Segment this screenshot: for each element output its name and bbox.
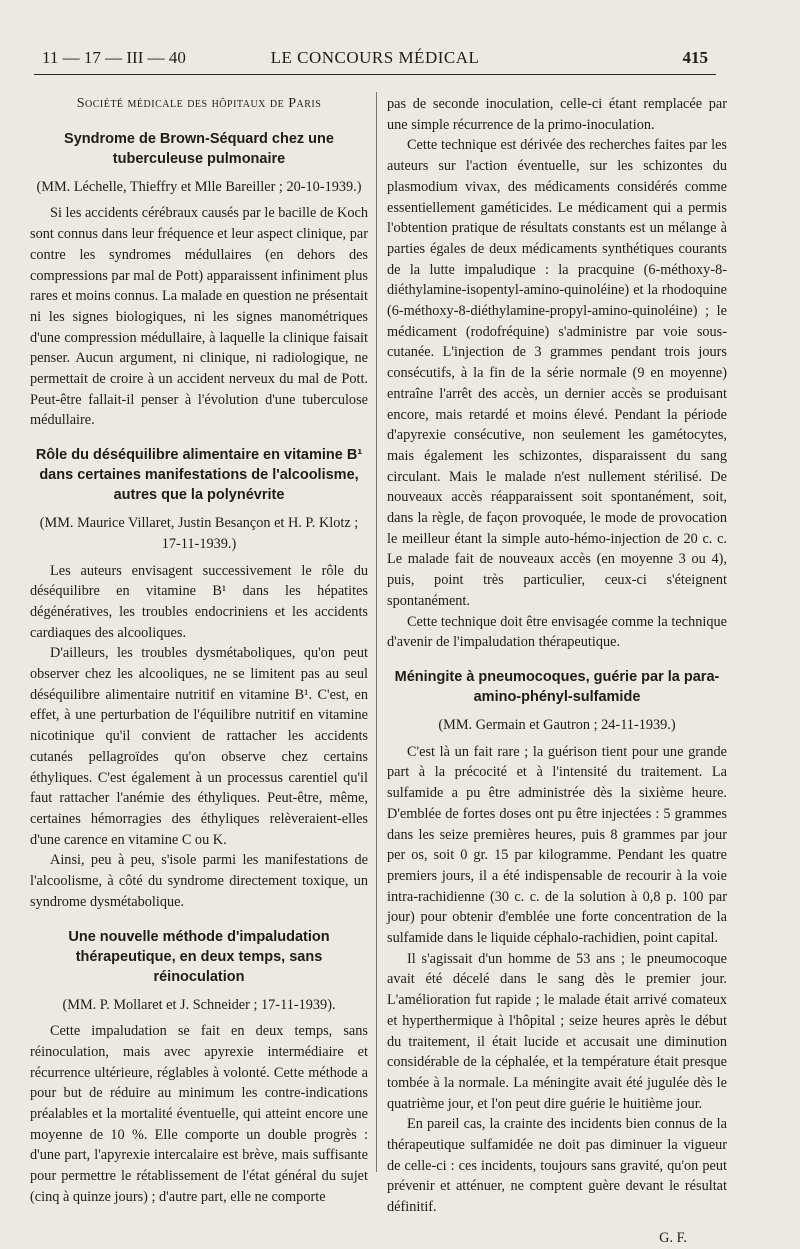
left-column [30,94,368,1208]
paragraph: Cette technique est dérivée des recherches faites par les auteurs sur l'action éventuelle, sur les schizontes du plasmodium vivax, des médicaments considérés comme essentiellement gaméticides. Le médicament qui a permis l'obtention pratique de résultats constants est un mélange à parties égales de deux médicaments synthétiques courants de la lutte impaludique : la pracquine (6-méthoxy-8-diéthylamine-isopentyl-amino-quinoléine) et la rhodoquine (6-méthoxy-8-diéthylamine-propyl-amino-quinoléine) ; le médicament (rodofréquine) s'administre par voie sous-cutanée. L'injection de 3 grammes pendant trois jours consécutifs, à la fin de la série normale (9 en moyenne) entraîne l'arrêt des accès, un dernier accès se produisant encore, mais retardé et moins élevé. Pendant la période d'apyrexie consécutive, non seulement les gamétocytes, mais également les schizontes, disparaissent du sang circulant. Mais le malade n'est nullement stérilisé. De nouveaux accès réapparaissent soit spontanément, soit, dans la règle, de façon provoquée, le mode de provocation le meilleur étant la simple auto-hémo-injection de 20 c. c. Le malade fait de nouveaux accès (en moyenne 3 ou 4), puis, point très particulier, ceux-ci s'éteignent spontanément. [387,137,727,609]
paragraph: D'ailleurs, les troubles dysmétaboliques, qu'on peut observer chez les alcooliques, ne se limitent pas au seul déséquilibre alimentaire nutritif en vitamine B¹. C'est, en effet, à une perturbation de l'équilibre nutritif en vitamine nicotinique qu'il convient de rattacher les accidents cutanés pellagroïdes qu'on observe chez certains éthyliques. C'est également à un processus carentiel qu'il faut rattacher l'anémie des éthyliques. Peut-être, même, certaines hémorragies des éthyliques relèveraient-elles d'une carence en vitamine C ou K. [30,645,368,848]
paragraph: Si les accidents cérébraux causés par le bacille de Koch sont connus dans leur fréquence et leur aspect clinique, par contre les syndromes médullaires (en dehors des compressions par mal de Pott) apparaissent infiniment plus rares et moins connus. La malade en question ne présentait ni les signes biologiques, ni les signes manométriques d'une compression médullaire, à laquelle la clinique faisait penser. Aucun argument, ni clinique, ni radiologique, ne permettait de croire à un accident nerveux du mal de Pott. Peut-être fallait-il penser à l'évolution d'une tuberculose médullaire. [30,205,368,429]
article-title-impaludation: Une nouvelle méthode d'impaludation thérapeutique, en deux temps, sans réinoculation [68,928,330,985]
running-header [34,48,716,75]
paragraph: Il s'agissait d'un homme de 53 ans ; le pneumocoque avait été décelé dans le sang dès le premier jour. L'amélioration fut rapide ; le malade était arrivé comateux et hyperthermique à l'hôpital ; seize heures après le début du traitement, il était lucide et accusait une diminution considérable de la céphalée, et la température était presque tombée à la normale. La méningite avait été jugulée dès le quatrième jour, et l'on peut dire guérie le huitième jour. [387,950,727,1112]
journal-title: LE CONCOURS MÉDICAL [270,48,480,67]
paragraph-continued: pas de seconde inoculation, celle-ci étant remplacée par une simple récurrence de la primo-inoculation. [387,96,727,133]
article-title-brown-sequard: Syndrome de Brown-Séquard chez une tuberculeuse pulmonaire [64,130,334,167]
paragraph: Ainsi, peu à peu, s'isole parmi les manifestations de l'alcoolisme, à côté du syndrome directement toxique, un syndrome dysmétabolique. [30,852,368,910]
paragraph: Les auteurs envisagent successivement le rôle du déséquilibre en vitamine B¹ dans les hépatites dégénératives, les troubles endocriniens et les accidents cardiaques des alcooliques. [30,562,368,641]
article-authors: (MM. P. Mollaret et J. Schneider ; 17-11-1939). [62,996,336,1013]
article-authors: (MM. Germain et Gautron ; 24-11-1939.) [438,716,676,733]
paragraph: Cette technique doit être envisagée comme la technique d'avenir de l'impaludation thérapeutique. [387,613,727,651]
paragraph: Cette impaludation se fait en deux temps, sans réinoculation, mais avec apyrexie intermédiaire et récurrence ultérieure, réglables à volonté. Cette méthode a pour but de réduire au minimum les contre-indications préalables et la mortalité éventuelle, qui atteint encore une moyenne de 10 %. Elle comporte un double progrès : d'une part, l'apyrexie intercalaire est brève, mais suffisante pour permettre le rétablissement de l'état général du sujet (cinq à quinze jours) ; d'autre part, elle ne comporte [30,1023,368,1205]
article-authors: (MM. Léchelle, Thieffry et Mlle Bareiller ; 20-10-1939.) [36,178,362,195]
issue-date: 11 — 17 — III — 40 [42,48,186,67]
right-column [387,94,727,1249]
column-divider [376,92,377,1172]
article-authors: (MM. Maurice Villaret, Justin Besançon et H. P. Klotz ; 17-11-1939.) [39,515,359,552]
article-title-vitamine-b1: Rôle du déséquilibre alimentaire en vitamine B¹ dans certaines manifestations de l'alcoolisme, autres que la polynévrite [35,447,363,504]
article-title-meningite: Méningite à pneumocoques, guérie par la para-amino-phényl-sulfamide [394,668,720,705]
society-heading: Société médicale des hôpitaux de Paris [76,96,322,111]
paragraph: C'est là un fait rare ; la guérison tient pour une grande part à la précocité et à l'intensité du traitement. La sulfamide a pu être administrée dès la sixième heure. D'emblée de fortes doses ont pu être injectées : 5 grammes dans les seize premières heures, puis 8 grammes par jour per os, soit 0 gr. 15 par kilogramme. Pendant les quatre premiers jours, il a été indispensable de recourir à la voie intra-rachidienne (30 c. c. de la solution à 0,8 p. 100 par jour) pour obtenir d'emblée une forte concentration de la sulfamide dans le liquide céphalo-rachidien, point capital. [387,743,727,947]
author-signature: G. F. [659,1229,687,1246]
paragraph: En pareil cas, la crainte des incidents bien connus de la thérapeutique sulfamidée ne doit pas diminuer la vigueur de celle-ci : ces incidents, toujours sans gravité, qu'on peut prévenir et atténuer, ne comptent guère devant le résultat définitif. [387,1116,727,1216]
page-number: 415 [682,48,708,67]
